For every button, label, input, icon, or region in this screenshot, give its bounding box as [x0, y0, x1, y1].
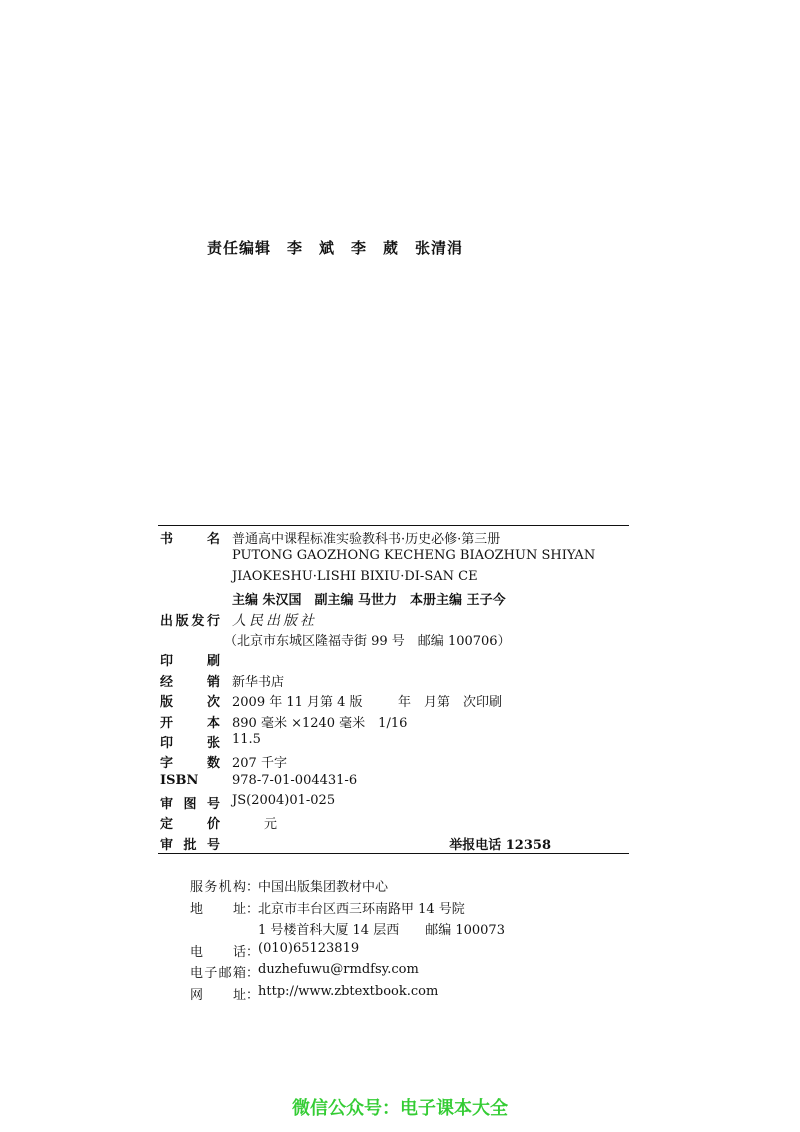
format-row — [160, 712, 628, 732]
map-review-label: 审图号 — [160, 797, 220, 813]
approval-row — [160, 834, 628, 854]
service-email-colon: ： — [246, 966, 260, 982]
cip-data-block — [160, 528, 628, 854]
responsible-editors: 责任编辑 李 斌 李 葳 张清涓 — [207, 239, 464, 257]
top-rule — [158, 525, 629, 526]
isbn-row — [160, 773, 628, 793]
service-address-value: 北京市丰台区西三环南路甲 14 号院 — [258, 901, 465, 917]
words-label: 字数 — [160, 756, 220, 772]
book-name-pinyin-1: PUTONG GAOZHONG KECHENG BIAOZHUN SHIYAN — [232, 548, 596, 564]
sheets-row — [160, 732, 628, 752]
service-address-value-2: 1 号楼首科大厦 14 层西 邮编 100073 — [258, 923, 505, 939]
book-name-row — [160, 528, 628, 548]
chief-editors-row — [160, 589, 628, 609]
book-name-label: 书名 — [160, 532, 220, 547]
service-org-colon: ： — [246, 880, 260, 895]
sheets-label: 印张 — [160, 735, 220, 751]
service-email-label: 电子邮箱 — [190, 966, 246, 982]
sheets-value: 11.5 — [232, 731, 261, 747]
price-label: 定价 — [160, 817, 220, 833]
book-name-cn: 普通高中课程标准实验教科书·历史必修·第三册 — [232, 532, 501, 547]
map-review-value: JS(2004)01-025 — [232, 793, 336, 809]
publisher-seal: 人民出版社 — [232, 612, 317, 629]
chief-editors: 主编 朱汉国 副主编 马世力 本册主编 王子今 — [232, 593, 506, 609]
service-web-label: 网址 — [190, 987, 246, 1003]
publisher-address: （北京市东城区隆福寺街 99 号 邮编 100706） — [224, 633, 511, 649]
service-org-value: 中国出版集团教材中心 — [258, 880, 389, 895]
publisher-row — [160, 610, 628, 630]
map-review-row — [160, 793, 628, 813]
edition-label: 版次 — [160, 695, 220, 711]
publisher-address-row — [160, 630, 628, 650]
report-phone: 举报电话 12358 — [449, 837, 551, 853]
approval-label: 审批号 — [160, 837, 220, 853]
service-address-label: 地址 — [190, 901, 246, 917]
service-phone-value: (010)65123819 — [258, 940, 360, 956]
bottom-rule — [158, 853, 629, 854]
service-email-value: duzhefuwu@rmdfsy.com — [258, 962, 419, 978]
words-value: 207 千字 — [232, 756, 287, 772]
distributor-row — [160, 671, 628, 691]
publisher-label: 出版发行 — [160, 613, 220, 629]
service-address-colon: ： — [246, 901, 260, 917]
distributor-label: 经销 — [160, 674, 220, 690]
printing-value: 年 月第 次印刷 — [398, 695, 503, 711]
format-value: 890 毫米 ×1240 毫米 1/16 — [232, 715, 408, 731]
format-label: 开本 — [160, 715, 220, 731]
price-value: 元 — [264, 817, 278, 833]
service-phone-colon: ： — [246, 944, 260, 960]
isbn-value: 978-7-01-004431-6 — [232, 772, 358, 788]
distributor-value: 新华书店 — [232, 674, 285, 690]
isbn-label: ISBN — [160, 772, 199, 788]
service-phone-label: 电话 — [190, 944, 246, 960]
book-name-pinyin-2: JIAOKESHU·LISHI BIXIU·DI-SAN CE — [232, 568, 478, 584]
book-name-pinyin-1-row — [160, 548, 628, 568]
book-name-pinyin-2-row — [160, 569, 628, 589]
words-row — [160, 752, 628, 772]
service-web-value: http://www.zbtextbook.com — [258, 983, 439, 999]
edition-value: 2009 年 11 月第 4 版 — [232, 695, 363, 711]
service-web-colon: ： — [246, 987, 260, 1003]
printer-row — [160, 650, 628, 670]
price-row — [160, 813, 628, 833]
service-org-label: 服务机构 — [190, 880, 246, 895]
wechat-watermark: 微信公众号：电子课本大全 — [292, 1098, 508, 1119]
edition-row — [160, 691, 628, 711]
printer-label: 印刷 — [160, 654, 220, 670]
